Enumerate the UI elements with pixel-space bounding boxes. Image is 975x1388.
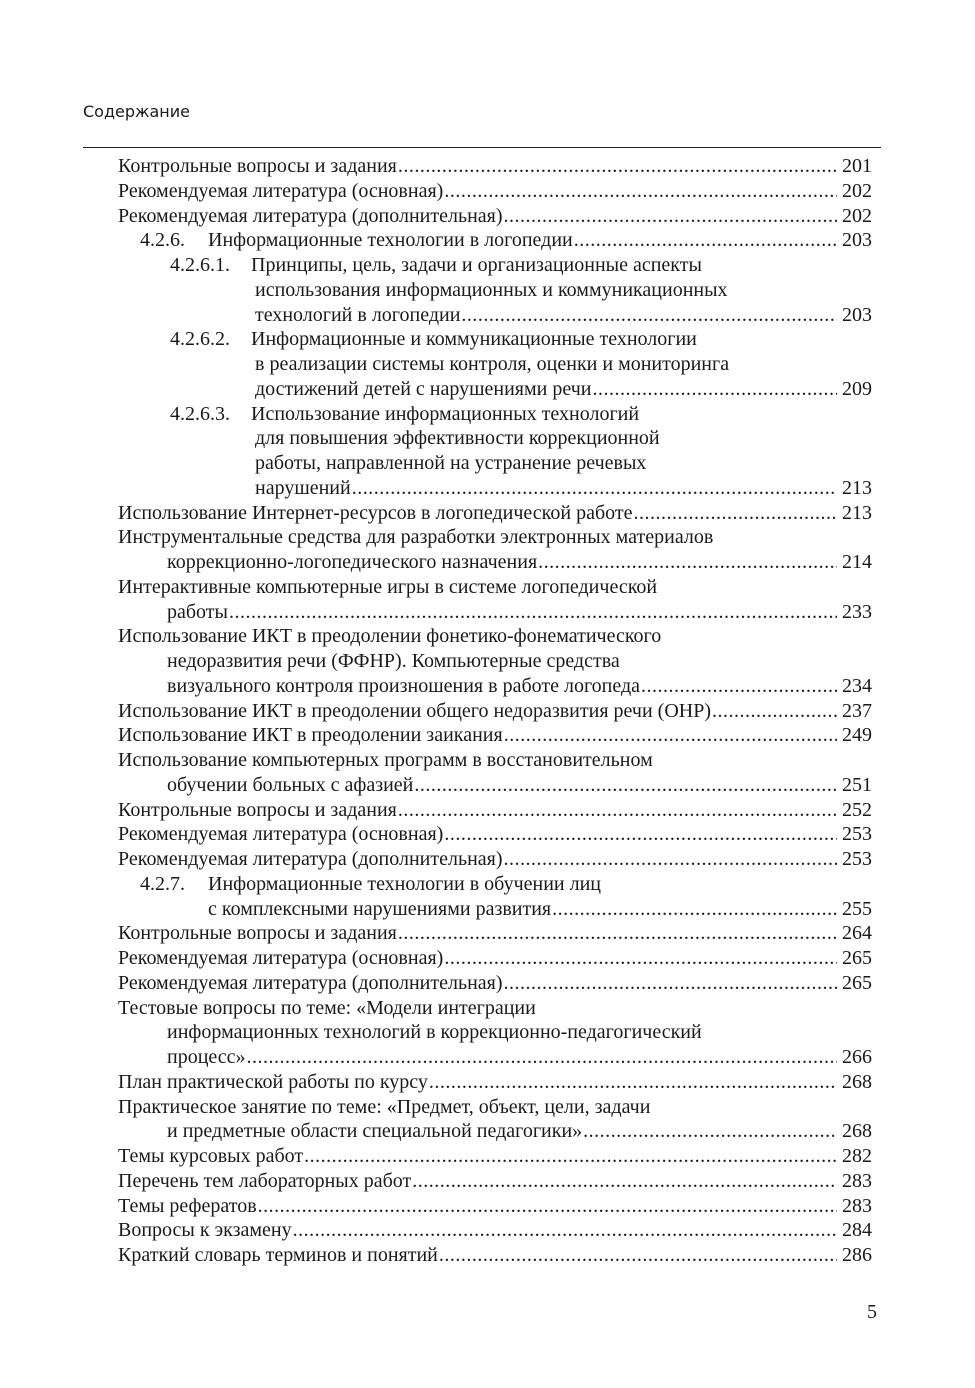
dot-leader: [412, 1169, 837, 1194]
toc-entry[interactable]: [0, 847, 975, 872]
dot-leader: [461, 303, 837, 328]
page-number: 5: [867, 1301, 877, 1323]
toc-page-number: 233: [842, 600, 872, 623]
toc-entry[interactable]: [0, 723, 975, 748]
toc-entry[interactable]: [0, 402, 975, 501]
toc-entry[interactable]: [0, 1243, 975, 1268]
toc-entry[interactable]: [0, 1095, 975, 1145]
toc-page-number: 252: [842, 798, 872, 821]
toc-entry-title: Использование ИКТ в преодолении заикания: [118, 724, 503, 747]
toc-page-number: 253: [842, 848, 872, 870]
toc-page-number: 268: [842, 1120, 872, 1143]
toc-entry-title: нарушений: [255, 476, 351, 499]
dot-leader: [398, 921, 837, 946]
toc-entry-title: Контрольные вопросы и задания: [118, 922, 397, 945]
toc-entry[interactable]: [0, 971, 975, 996]
toc-page-number: 202: [842, 204, 872, 227]
toc-entry[interactable]: [0, 798, 975, 823]
toc-entry[interactable]: [0, 921, 975, 946]
toc-page-number: 268: [842, 1070, 872, 1093]
toc-entry[interactable]: [0, 1169, 975, 1194]
toc-page-number: 203: [842, 229, 872, 252]
dot-leader: [229, 600, 837, 625]
toc-page-number: 283: [842, 1194, 872, 1217]
toc-page-number: 265: [842, 971, 872, 994]
dot-leader: [504, 971, 837, 996]
toc-entry-title: технологий в логопедии: [255, 303, 461, 326]
toc-page-number: 237: [842, 699, 872, 722]
dot-leader: [592, 377, 837, 402]
dot-leader: [583, 1119, 837, 1144]
dot-leader: [574, 228, 837, 253]
section-number: 4.2.6.3.: [170, 402, 230, 425]
toc-page-number: 253: [842, 823, 872, 846]
toc-entry-title: и предметные области специальной педагогики»: [167, 1120, 583, 1143]
toc-page-number: 283: [842, 1169, 872, 1192]
toc-entry-title: Использование ИКТ в преодолении фонетико-фонематического: [118, 625, 662, 648]
toc-page-number: 249: [842, 724, 872, 747]
toc-entry[interactable]: [0, 748, 975, 798]
dot-leader: [444, 179, 837, 204]
dot-leader: [352, 476, 837, 501]
toc-entry-title: работы, направленной на устранение речевых: [255, 452, 647, 474]
toc-entry[interactable]: [0, 946, 975, 971]
toc-entry-title: Контрольные вопросы и задания: [118, 798, 397, 821]
toc-page-number: 234: [842, 674, 872, 697]
toc-entry[interactable]: [0, 179, 975, 204]
toc-entry-title: Информационные и коммуникационные технологии: [251, 328, 697, 351]
toc-entry-title: Рекомендуемая литература (дополнительная): [118, 971, 503, 994]
toc-entry[interactable]: [0, 1070, 975, 1095]
toc-entry-title: Рекомендуемая литература (дополнительная): [118, 848, 503, 870]
toc-entry-title: Принципы, цель, задачи и организационные аспекты: [251, 254, 702, 276]
toc-entry-title: Темы курсовых работ: [118, 1145, 304, 1167]
toc-entry[interactable]: [0, 501, 975, 526]
toc-entry[interactable]: [0, 699, 975, 724]
toc-entry-title: Вопросы к экзамену: [118, 1219, 292, 1242]
dot-leader: [429, 1070, 837, 1095]
toc-entry-title: Инструментальные средства для разработки электронных материалов: [118, 526, 714, 549]
dot-leader: [504, 204, 837, 229]
section-number: 4.2.6.2.: [170, 328, 230, 351]
toc-entry[interactable]: [0, 822, 975, 847]
toc-entry-title: Краткий словарь терминов и понятий: [118, 1244, 438, 1266]
toc-entry-title: Рекомендуемая литература (дополнительная): [118, 204, 503, 227]
dot-leader: [504, 723, 837, 748]
toc-entry-title: использования информационных и коммуникационных: [255, 278, 728, 301]
dot-leader: [712, 699, 837, 724]
toc-entry-title: информационных технологий в коррекционно-педагогический: [167, 1021, 702, 1044]
toc-entry-title: Рекомендуемая литература (основная): [118, 947, 444, 969]
toc-entry[interactable]: [0, 1144, 975, 1169]
toc-page-number: 286: [842, 1244, 872, 1266]
toc-entry-title: достижений детей с нарушениями речи: [255, 377, 592, 400]
toc-entry[interactable]: [0, 253, 975, 327]
toc-entry-title: Использование ИКТ в преодолении общего недоразвития речи (ОНР): [118, 699, 711, 722]
toc-page-number: 282: [842, 1145, 872, 1167]
toc-page-number: 201: [842, 155, 872, 177]
toc-page-number: 213: [842, 501, 872, 524]
toc-entry-title: с комплексными нарушениями развития: [208, 897, 552, 920]
toc-entry[interactable]: [0, 1194, 975, 1219]
toc-page-number: 209: [842, 377, 872, 400]
toc-page-number: 264: [842, 922, 872, 945]
dot-leader: [538, 550, 837, 575]
toc-entry-title: Использование информационных технологий: [251, 402, 640, 425]
toc-entry[interactable]: [0, 525, 975, 575]
toc-entry[interactable]: [0, 872, 975, 922]
dot-leader: [293, 1218, 837, 1243]
section-number: 4.2.7.: [140, 872, 185, 895]
toc-entry[interactable]: [0, 624, 975, 698]
toc-entry-title: визуального контроля произношения в работе логопеда: [167, 674, 641, 697]
toc-entry-title: для повышения эффективности коррекционной: [255, 427, 660, 450]
toc-entry-title: недоразвития речи (ФФНР). Компьютерные средства: [167, 650, 620, 672]
dot-leader: [304, 1144, 837, 1169]
toc-entry-title: Практическое занятие по теме: «Предмет, объект, цели, задачи: [118, 1095, 651, 1118]
toc-entry[interactable]: [0, 154, 975, 179]
toc-entry-title: Рекомендуемая литература (основная): [118, 823, 444, 846]
toc-entry-title: Интерактивные компьютерные игры в системе логопедической: [118, 575, 658, 598]
header-rule: [83, 147, 881, 148]
toc-page-number: 266: [842, 1046, 872, 1068]
toc-entry-title: обучении больных с афазией: [167, 773, 414, 796]
toc-entry-title: Использование компьютерных программ в восстановительном: [118, 749, 653, 771]
dot-leader: [414, 773, 837, 798]
dot-leader: [444, 822, 837, 847]
toc-entry-title: Информационные технологии в логопедии: [208, 229, 573, 252]
toc-page-number: 203: [842, 303, 872, 326]
toc-entry[interactable]: [0, 228, 975, 253]
toc-entry-title: Тестовые вопросы по теме: «Модели интеграции: [118, 996, 536, 1019]
toc-entry[interactable]: [0, 204, 975, 229]
toc-page-number: 202: [842, 179, 872, 202]
toc-entry-title: в реализации системы контроля, оценки и мониторинга: [255, 353, 730, 375]
toc-page-number: 265: [842, 947, 872, 969]
toc-page-number: 213: [842, 476, 872, 499]
table-of-contents: [0, 154, 975, 1268]
running-head: Содержание: [83, 102, 190, 121]
dot-leader: [247, 1045, 837, 1070]
toc-entry-title: Использование Интернет-ресурсов в логопедической работе: [118, 501, 633, 524]
toc-entry-title: коррекционно-логопедического назначения: [167, 551, 538, 573]
toc-entry-title: Информационные технологии в обучении лиц: [208, 872, 601, 895]
toc-page-number: 251: [842, 773, 872, 796]
dot-leader: [444, 946, 837, 971]
toc-entry-title: Перечень тем лабораторных работ: [118, 1169, 412, 1192]
dot-leader: [641, 674, 837, 699]
toc-entry-title: План практической работы по курсу: [118, 1070, 428, 1093]
section-number: 4.2.6.1.: [170, 254, 230, 276]
dot-leader: [258, 1194, 837, 1219]
dot-leader: [439, 1243, 837, 1268]
toc-entry[interactable]: [0, 327, 975, 401]
dot-leader: [398, 798, 837, 823]
dot-leader: [504, 847, 837, 872]
toc-entry[interactable]: [0, 996, 975, 1070]
dot-leader: [398, 154, 837, 179]
dot-leader: [633, 501, 837, 526]
toc-entry[interactable]: [0, 575, 975, 625]
toc-entry-title: Контрольные вопросы и задания: [118, 155, 397, 177]
toc-page-number: 255: [842, 897, 872, 920]
toc-entry-title: работы: [167, 600, 228, 623]
dot-leader: [552, 897, 837, 922]
toc-entry[interactable]: [0, 1218, 975, 1243]
toc-page-number: 214: [842, 551, 872, 573]
toc-entry-title: Темы рефератов: [118, 1194, 257, 1217]
toc-page-number: 284: [842, 1219, 872, 1242]
section-number: 4.2.6.: [140, 229, 185, 252]
toc-entry-title: Рекомендуемая литература (основная): [118, 179, 444, 202]
toc-entry-title: процесс»: [167, 1046, 246, 1068]
